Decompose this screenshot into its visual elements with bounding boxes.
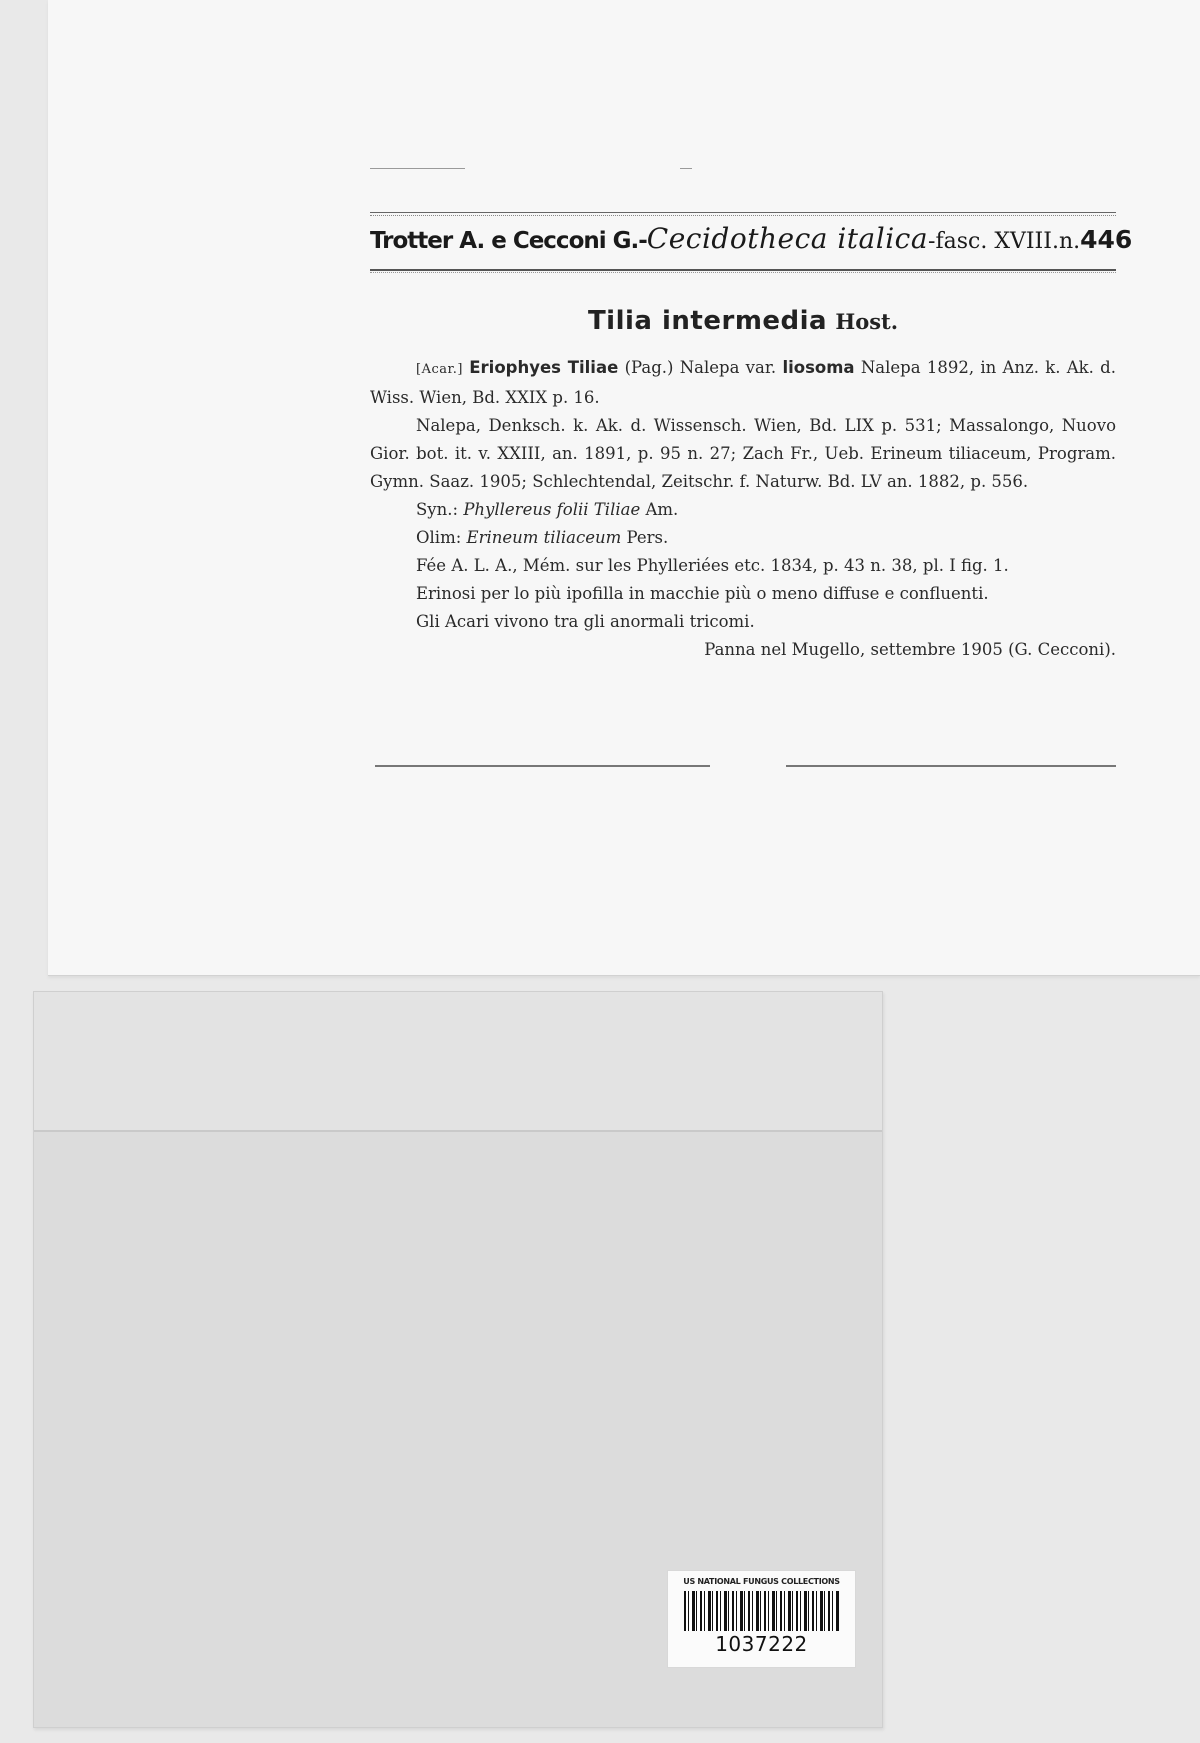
label-bottom-rule-left xyxy=(375,765,710,767)
taxon-group: [Acar.] xyxy=(416,362,463,377)
label-stub-rule xyxy=(370,168,465,169)
barcode-number: 1037222 xyxy=(715,1632,808,1656)
paragraph-fee: Fée A. L. A., Mém. sur les Phylleriées etc. 1834, p. 43 n. 38, pl. I fig. 1. xyxy=(416,556,1009,575)
taxon-variety: liosoma xyxy=(782,358,855,377)
label-body xyxy=(370,354,1116,664)
paragraph-taxon xyxy=(370,354,1116,412)
label-mid-rule xyxy=(370,269,1116,271)
header-series: Cecidotheca italica xyxy=(646,222,929,255)
header-number: 446 xyxy=(1080,225,1133,254)
label-header xyxy=(370,222,1133,256)
header-fascicle: -fasc. XVIII. xyxy=(928,229,1059,254)
olim-name: Erineum tiliaceum xyxy=(466,528,622,547)
synonym-author: Am. xyxy=(645,500,679,519)
taxon-citation: Nalepa 1892, in Anz. k. Ak. d. Wiss. Wien, Bd. XXIX p. 16. xyxy=(370,358,1116,407)
label-mid-rule-dotted xyxy=(370,272,1116,273)
taxon-authority: (Pag.) Nalepa var. xyxy=(624,358,777,377)
label-top-rule-dotted xyxy=(370,215,1116,216)
barcode-label xyxy=(667,1570,856,1668)
host-plant-title xyxy=(370,306,1116,336)
header-authors: Trotter A. e Cecconi G.- xyxy=(370,228,647,254)
olim-prefix: Olim: xyxy=(416,528,462,547)
label-bottom-rule-right xyxy=(786,765,1116,767)
header-number-prefix: n. xyxy=(1058,229,1081,254)
barcode-icon xyxy=(684,1591,839,1631)
collector: G. Cecconi xyxy=(1014,640,1105,659)
taxon-name: Eriophyes Tiliae xyxy=(469,358,619,377)
specimen-envelope[interactable] xyxy=(33,991,883,1728)
synonym-prefix: Syn.: xyxy=(416,500,459,519)
label-top-rule xyxy=(370,212,1116,213)
host-species: Tilia intermedia xyxy=(587,306,828,336)
locality-close: ). xyxy=(1104,640,1116,659)
locality-text: Panna nel Mugello, settembre 1905 ( xyxy=(704,640,1015,659)
paragraph-references: Nalepa, Denksch. k. Ak. d. Wissensch. Wien, Bd. LIX p. 531; Massalongo, Nuovo Gior. bot. it. v. XXIII, an. 1891, p. 95 n. 27; Zach Fr., Ueb. Erineum tiliaceum, Program. Gymn. Saaz. 1905; Schlechtendal, Zeitschr. f. Naturw. Bd. LV an. 1882, p. 556. xyxy=(370,416,1116,491)
barcode-title: US NATIONAL FUNGUS COLLECTIONS xyxy=(683,1577,840,1586)
paragraph-olim xyxy=(370,524,1116,552)
paragraph-synonym xyxy=(370,496,1116,524)
envelope-fold-line xyxy=(34,1130,882,1132)
synonym-name: Phyllereus folii Tiliae xyxy=(463,500,641,519)
paragraph-locality xyxy=(370,636,1116,664)
envelope-flap[interactable] xyxy=(34,992,882,1130)
olim-author: Pers. xyxy=(626,528,669,547)
host-author: Host. xyxy=(835,309,899,334)
paragraph-description: Erinosi per lo più ipofilla in macchie più o meno diffuse e confluenti. xyxy=(416,584,989,603)
herbarium-sheet xyxy=(48,0,1200,976)
label-stub-rule-short xyxy=(680,168,692,169)
paragraph-mites: Gli Acari vivono tra gli anormali tricomi. xyxy=(416,612,755,631)
